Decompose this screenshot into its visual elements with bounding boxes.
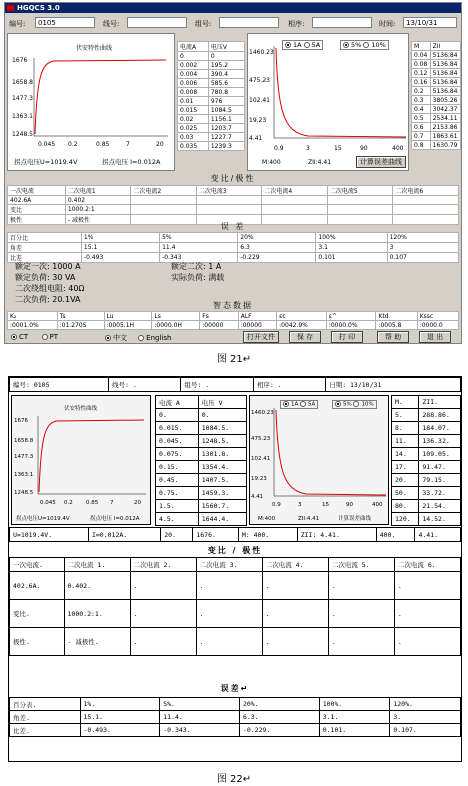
iv-curve-line — [35, 60, 166, 134]
radio-5a[interactable] — [304, 42, 310, 48]
radio-chinese[interactable] — [105, 335, 111, 341]
report-iv-chart-panel — [11, 395, 151, 525]
svg-text:0.2: 0.2 — [64, 500, 73, 506]
lang-radio-group[interactable]: 中文 English — [105, 333, 171, 343]
svg-text:ZII:4.41: ZII:4.41 — [298, 516, 320, 522]
phase-field[interactable] — [312, 17, 372, 28]
svg-text:0.85: 0.85 — [86, 500, 99, 506]
group-label: 组号: — [195, 20, 212, 28]
svg-text:7: 7 — [110, 500, 114, 506]
m-zii-table[interactable]: M ZII 0.04 5136.84 0.08 5136.84 0.12 5136.84 0.16 5136.84 0.2 5136.84 0.3 3805.26 0.4 3042.37 0.5 2534.11 0.6 2153.86 0.7 1863.61 0.8 1630.79 — [411, 41, 461, 150]
iv-curve-chart — [8, 34, 175, 171]
id-field[interactable]: 0105 — [35, 17, 95, 28]
y-tick: 1248.5 — [12, 131, 33, 138]
svg-text:19.23: 19.23 — [249, 117, 267, 124]
time-label: 时间: — [379, 20, 396, 28]
app-icon — [7, 5, 14, 11]
y-tick: 1477.3 — [12, 95, 33, 102]
report-error-title: 误差↵ — [220, 684, 250, 693]
id-label: 编号: — [9, 20, 26, 28]
svg-text:0.9: 0.9 — [272, 502, 281, 508]
exit-button[interactable]: 退 出 — [419, 331, 451, 343]
y-tick: 1363.1 — [12, 113, 33, 120]
help-button[interactable]: 帮 助 — [377, 331, 409, 343]
svg-text:M:400: M:400 — [258, 516, 276, 522]
svg-text:102.41: 102.41 — [251, 456, 271, 462]
svg-text:19.23: 19.23 — [251, 476, 267, 482]
svg-text:475.23: 475.23 — [249, 77, 270, 84]
x-tick: 7 — [126, 141, 130, 148]
y-tick: 1676 — [12, 57, 28, 64]
iv-curve-panel — [7, 33, 175, 171]
y-tick: 1658.8 — [12, 79, 33, 86]
iv-chart-title: 伏安特性曲线 — [76, 45, 113, 52]
report-error-chart — [250, 396, 390, 526]
report-header: 编号: 0105 线号: . 组号: . 相序: . 日期: 13/10/31 — [9, 377, 461, 392]
error-table: 百分比 1% 5% 20% 100% 120% 角差 15.1 11.4 6.3 3.1 3 比差 -0.493 -0.343 -0.229 0.101 0.107 — [7, 232, 459, 263]
figure-21-caption: 图 21↵ — [216, 354, 252, 365]
svg-text:3: 3 — [298, 502, 302, 508]
report-iv-chart — [12, 396, 152, 526]
x-tick: 0.2 — [68, 141, 78, 148]
svg-text:拐点电压U=1019.4V: 拐点电压U=1019.4V — [16, 516, 70, 522]
svg-text:1658.8: 1658.8 — [14, 438, 34, 444]
line-field[interactable] — [127, 17, 187, 28]
report-iv-table: 电流 A 电压 V 0. 0. 0.015. 1084.5. 0.045. 1248.5. 0.075. 1301.8. 0.15. 1354.4. 0.45. 1407.5. 0.75. 1459.3. 1.5. 1560.7. 4.5. 1644.4. — [155, 395, 247, 526]
iv-table[interactable]: 电流A 电压V 0 0 0.002 195.2 0.004 390.4 0.006 585.6 0.008 780.8 0.01 976 0.015 1084.5 0.02 1156.1 0.025 1203.7 0.03 1227.7 0.035 1239.3 — [177, 41, 245, 151]
radio-ct[interactable] — [11, 334, 17, 340]
error-curve-panel — [247, 33, 409, 171]
svg-text:400: 400 — [392, 145, 404, 152]
figure-22-caption: 图 22↵ — [216, 774, 252, 785]
iv-header: 电压V — [208, 42, 244, 52]
svg-text:1460.23: 1460.23 — [249, 49, 274, 56]
svg-text:90: 90 — [346, 502, 353, 508]
printed-report — [8, 376, 462, 762]
open-file-button[interactable]: 打开文件 — [243, 331, 279, 343]
svg-text:计算误差曲线: 计算误差曲线 — [338, 516, 372, 522]
rated-params-left: 额定一次: 1000 A 额定负荷: 30 VA 二次绕组电阻: 40Ω 二次负荷: 20.1VA — [15, 262, 85, 304]
smart-title: 智态数据 — [213, 301, 253, 310]
report-ratio-title: 变比 / 极性 — [207, 546, 263, 555]
svg-text:伏安特性曲线: 伏安特性曲线 — [64, 406, 98, 412]
save-button[interactable]: 保 存 — [289, 331, 321, 343]
report-error-table: 百分表. 1%. 5%. 20%. 100%. 120%. 角差. 15.1. 11.4. 6.3. 3.1. 3. 比差. -0.493. -0.343. -0.229. 0.101. 0.107. — [9, 697, 461, 737]
percent-radio-group[interactable]: 5% 10% — [340, 40, 389, 50]
print-button[interactable]: 打 印 — [331, 331, 363, 343]
svg-text:15: 15 — [334, 145, 342, 152]
error-title: 误 差 — [220, 222, 246, 231]
svg-text:1248.5: 1248.5 — [14, 490, 34, 496]
group-field[interactable] — [219, 17, 279, 28]
time-field[interactable]: 13/10/31 — [403, 17, 457, 28]
svg-text:M:400: M:400 — [262, 159, 281, 166]
radio-english[interactable] — [138, 335, 144, 341]
rated-params-right: 额定二次: 1 A 实际负荷: 满载 — [171, 262, 225, 282]
x-tick: 0.045 — [38, 141, 56, 148]
svg-text:400: 400 — [372, 502, 383, 508]
knee-voltage: 拐点电压U=1019.4V — [14, 158, 78, 166]
report-summary-row: U=1019.4V. I=0.012A. 20. 1676. M: 400. ZII: 4.41. 400. 4.41. — [9, 527, 461, 542]
svg-text:1676: 1676 — [14, 418, 28, 424]
app-title: HGQCS 3.0 — [17, 4, 60, 12]
knee-current: 拐点电压 I=0.012A — [102, 158, 161, 166]
error-curve-chart — [248, 34, 409, 171]
report-current-radios: 1A 5A — [280, 400, 318, 409]
report-percent-radios: 5% 10% — [332, 400, 377, 409]
report-error-chart-panel — [249, 395, 389, 525]
line-label: 线号: — [103, 20, 120, 28]
svg-text:3: 3 — [306, 145, 310, 152]
radio-5pct[interactable] — [343, 42, 349, 48]
svg-text:拐点电压 I=0.012A: 拐点电压 I=0.012A — [90, 516, 140, 522]
x-tick: 0.85 — [96, 141, 110, 148]
svg-text:15: 15 — [322, 502, 329, 508]
app-window — [4, 2, 462, 344]
calc-error-curve-button[interactable]: 计算误差曲线 — [356, 156, 406, 168]
radio-1a[interactable] — [285, 42, 291, 48]
report-mz-table: M. ZII. 5. 288.86. 8. 184.07. 11. 136.32. 14. 109.05. 17. 91.47. 20. 79.15. 50. 33.72. 80. 21.54. 120. 14.52. — [391, 395, 461, 526]
svg-text:4.41: 4.41 — [249, 135, 263, 142]
report-ratio-table: 一次电流. 二次电流 1. 二次电流 2. 二次电流 3. 二次电流 4. 二次电流 5. 二次电流 6. 402.6A. 0.402. . . . . . 变比. 1000.2:1. . . . . . 极性. - 减极性. . . . . . — [9, 557, 461, 656]
current-radio-group[interactable]: 1A 5A — [282, 40, 323, 50]
radio-pt[interactable] — [42, 334, 48, 340]
svg-text:1477.3: 1477.3 — [14, 454, 34, 460]
svg-text:475.23: 475.23 — [251, 436, 271, 442]
svg-text:102.41: 102.41 — [249, 97, 270, 104]
svg-text:20: 20 — [134, 500, 141, 506]
svg-text:90: 90 — [360, 145, 368, 152]
radio-10pct[interactable] — [363, 42, 369, 48]
iv-header: 电流A — [178, 42, 209, 52]
title-bar — [5, 3, 461, 13]
ratio-table: 一次电流 二次电流1 二次电流2 二次电流3 二次电流4 二次电流5 二次电流6 402.6A 0.402 变比 1000.2:1 极性 - 减极性 — [7, 185, 459, 225]
svg-text:1460.23: 1460.23 — [251, 410, 274, 416]
phase-label: 相序: — [288, 20, 305, 28]
x-tick: 20 — [156, 141, 164, 148]
svg-text:0.9: 0.9 — [274, 145, 284, 152]
svg-text:1363.1: 1363.1 — [14, 472, 34, 478]
svg-text:4.41: 4.41 — [251, 494, 264, 500]
mode-radio-group[interactable]: CT PT — [11, 333, 58, 341]
smart-table: K₂ Ts Lu Ls Fs ALF εc ε^ Ktd Kssc :0001.0% :01.270S :0005.1H :0000.0H :00000 :00000 :0042.9% :0000.0% :0005.8 :0000.0 — [7, 311, 459, 330]
svg-text:ZII:4.41: ZII:4.41 — [308, 159, 332, 166]
ratio-title: 变比/极性 — [210, 174, 256, 183]
error-curve-line — [276, 48, 406, 137]
svg-text:0.045: 0.045 — [40, 500, 56, 506]
